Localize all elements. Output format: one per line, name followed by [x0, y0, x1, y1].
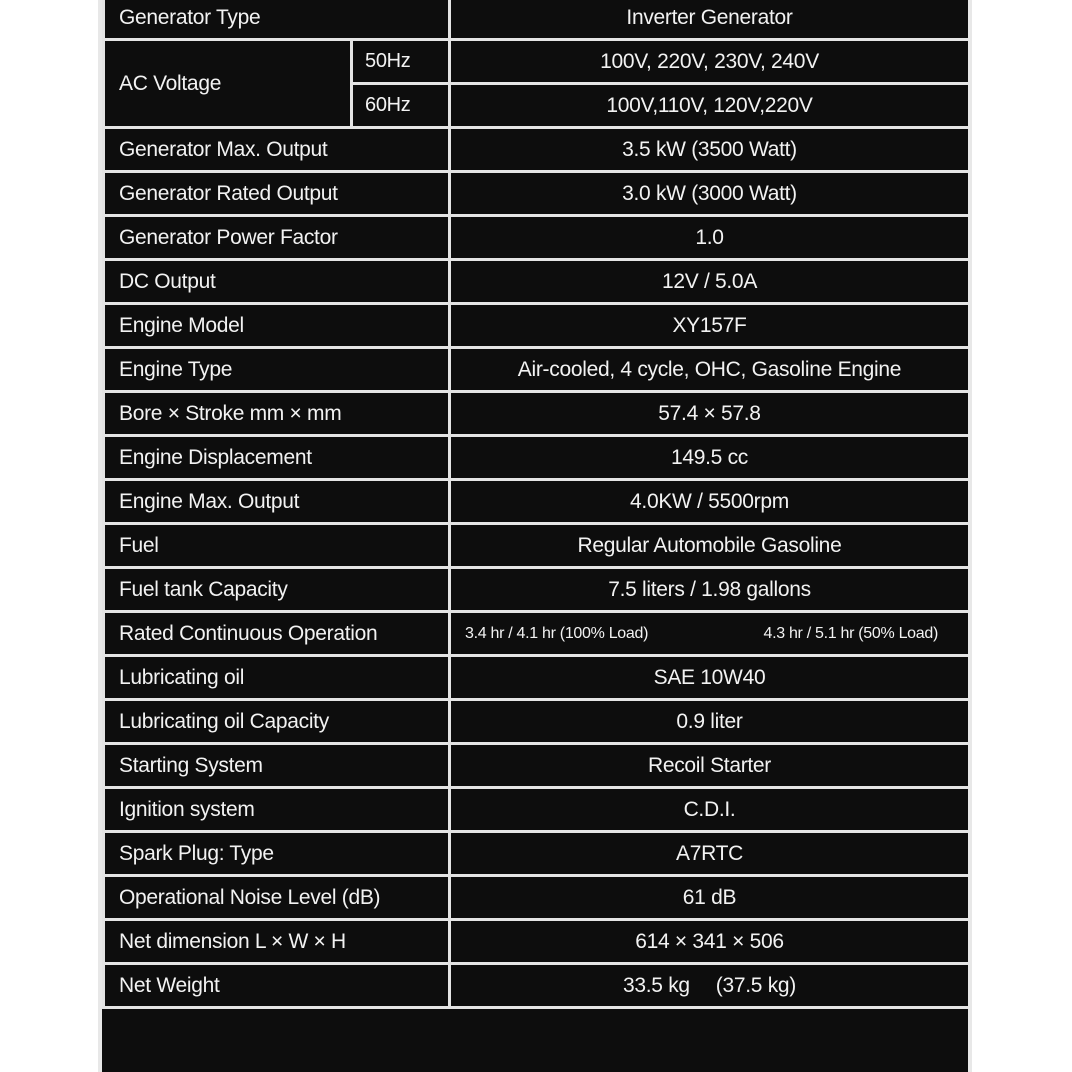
net-weight-value: 33.5 kg — [623, 973, 690, 997]
spec-label: Generator Rated Output — [104, 172, 450, 216]
table-row — [104, 348, 970, 392]
spec-value: 4.0KW / 5500rpm — [450, 480, 970, 524]
table-row — [104, 832, 970, 876]
spec-value: 0.9 liter — [450, 700, 970, 744]
table-row — [104, 304, 970, 348]
spec-value: 61 dB — [450, 876, 970, 920]
spec-value: 614 × 341 × 506 — [450, 920, 970, 964]
spec-value: Regular Automobile Gasoline — [450, 524, 970, 568]
spec-label: Engine Max. Output — [104, 480, 450, 524]
spec-value: 57.4 × 57.8 — [450, 392, 970, 436]
spec-label: Ignition system — [104, 788, 450, 832]
table-row — [104, 612, 970, 656]
table-row — [104, 920, 970, 964]
table-row — [104, 876, 970, 920]
freq-60hz-label: 60Hz — [352, 84, 450, 128]
spec-label: Starting System — [104, 744, 450, 788]
gross-weight-value: (37.5 kg) — [715, 973, 796, 997]
spec-value: A7RTC — [450, 832, 970, 876]
spec-value — [450, 964, 970, 1008]
spec-label: Lubricating oil — [104, 656, 450, 700]
spec-label: Generator Power Factor — [104, 216, 450, 260]
table-row — [104, 568, 970, 612]
freq-60hz-value: 100V,110V, 120V,220V — [450, 84, 970, 128]
freq-50hz-label: 50Hz — [352, 40, 450, 84]
spec-label: Rated Continuous Operation — [104, 612, 450, 656]
spec-label: Operational Noise Level (dB) — [104, 876, 450, 920]
spec-label: Fuel — [104, 524, 450, 568]
operation-half-load: 4.3 hr / 5.1 hr (50% Load) — [763, 624, 938, 642]
spec-label: Engine Displacement — [104, 436, 450, 480]
spec-value: 3.0 kW (3000 Watt) — [450, 172, 970, 216]
table-row — [104, 524, 970, 568]
spec-label: Engine Model — [104, 304, 450, 348]
table-row — [104, 392, 970, 436]
spec-value: 7.5 liters / 1.98 gallons — [450, 568, 970, 612]
table-row — [104, 788, 970, 832]
table-row — [104, 0, 970, 40]
freq-50hz-value: 100V, 220V, 230V, 240V — [450, 40, 970, 84]
spec-value: Recoil Starter — [450, 744, 970, 788]
ac-voltage-label: AC Voltage — [104, 40, 352, 128]
spec-label: Generator Type — [104, 0, 450, 40]
spec-label: Generator Max. Output — [104, 128, 450, 172]
table-row — [104, 40, 970, 84]
spec-value: C.D.I. — [450, 788, 970, 832]
spec-value: 3.5 kW (3500 Watt) — [450, 128, 970, 172]
spec-value: 12V / 5.0A — [450, 260, 970, 304]
spec-label: Fuel tank Capacity — [104, 568, 450, 612]
table-row — [104, 172, 970, 216]
table-row — [104, 964, 970, 1008]
spec-value: Air-cooled, 4 cycle, OHC, Gasoline Engine — [450, 348, 970, 392]
table-row — [104, 260, 970, 304]
spec-label: Spark Plug: Type — [104, 832, 450, 876]
table-row — [104, 744, 970, 788]
table-row — [104, 216, 970, 260]
spec-value: XY157F — [450, 304, 970, 348]
spec-label: Lubricating oil Capacity — [104, 700, 450, 744]
spec-label: Engine Type — [104, 348, 450, 392]
spec-table — [102, 0, 971, 1009]
table-row — [104, 700, 970, 744]
spec-label: Net Weight — [104, 964, 450, 1008]
spec-value: SAE 10W40 — [450, 656, 970, 700]
spec-value: Inverter Generator — [450, 0, 970, 40]
table-row — [104, 480, 970, 524]
spec-label: Bore × Stroke mm × mm — [104, 392, 450, 436]
spec-value — [450, 612, 970, 656]
spec-sheet — [98, 0, 972, 1072]
spec-label: DC Output — [104, 260, 450, 304]
table-row — [104, 656, 970, 700]
spec-label: Net dimension L × W × H — [104, 920, 450, 964]
table-row — [104, 128, 970, 172]
spec-value: 149.5 cc — [450, 436, 970, 480]
table-row — [104, 436, 970, 480]
spec-value: 1.0 — [450, 216, 970, 260]
operation-full-load: 3.4 hr / 4.1 hr (100% Load) — [465, 624, 649, 642]
